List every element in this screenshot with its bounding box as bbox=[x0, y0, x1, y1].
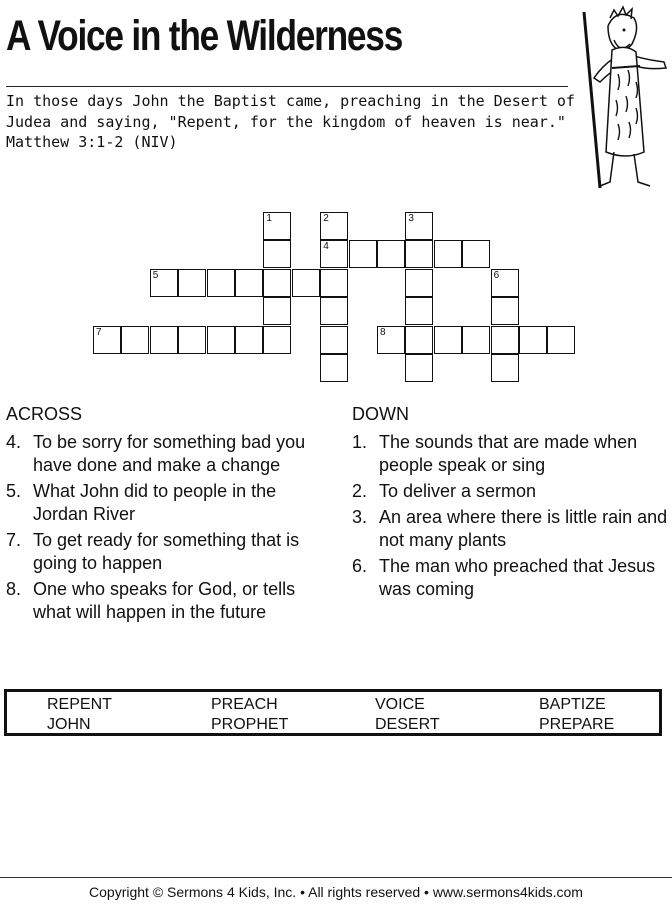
crossword-cell[interactable] bbox=[405, 269, 433, 297]
crossword-cell[interactable] bbox=[235, 326, 263, 354]
clue-number: 1 bbox=[266, 213, 272, 224]
clue-text: An area where there is little rain and not many plants bbox=[379, 507, 668, 550]
word-bank bbox=[4, 689, 662, 736]
clue-number: 6. bbox=[352, 556, 368, 576]
crossword-cell[interactable] bbox=[405, 240, 433, 268]
clue-number: 8 bbox=[380, 326, 386, 338]
clue-text: One who speaks for God, or tells what will happen in the future bbox=[33, 579, 296, 622]
crossword-cell[interactable] bbox=[405, 212, 433, 240]
crossword-cell[interactable] bbox=[263, 212, 291, 240]
crossword-cell[interactable] bbox=[547, 326, 575, 354]
crossword-cell[interactable] bbox=[462, 240, 490, 268]
crossword-cell[interactable] bbox=[377, 240, 405, 268]
crossword-cell[interactable] bbox=[491, 269, 519, 297]
clue-number: 4. bbox=[6, 432, 22, 452]
word-bank-item: PROPHET bbox=[211, 716, 289, 733]
across-clue bbox=[6, 431, 326, 477]
page-title: A Voice in the Wilderness bbox=[6, 12, 403, 60]
clue-number: 3 bbox=[408, 213, 414, 224]
clue-number: 7. bbox=[6, 530, 22, 550]
crossword-cell[interactable] bbox=[178, 269, 206, 297]
crossword-cell[interactable] bbox=[320, 297, 348, 325]
clue-number: 2 bbox=[323, 213, 329, 224]
crossword-cell[interactable] bbox=[263, 269, 291, 297]
copyright-footer: Copyright © Sermons 4 Kids, Inc. • All rights reserved • www.sermons4kids.com bbox=[89, 884, 583, 900]
word-bank-item: BAPTIZE bbox=[539, 696, 606, 713]
verse-line: In those days John the Baptist came, preaching in the Desert of bbox=[6, 92, 575, 110]
across-clue bbox=[6, 578, 326, 624]
crossword-cell[interactable] bbox=[405, 297, 433, 325]
clue-text: To be sorry for something bad you have done and make a change bbox=[33, 432, 306, 475]
clue-number: 1. bbox=[352, 432, 368, 452]
word-bank-item: JOHN bbox=[47, 716, 91, 733]
crossword-cell[interactable] bbox=[263, 240, 291, 268]
down-clue bbox=[352, 555, 672, 601]
down-clue bbox=[352, 506, 672, 552]
crossword-cell[interactable] bbox=[320, 240, 348, 268]
clue-text: The sounds that are made when people speak or sing bbox=[379, 432, 638, 475]
crossword-cell[interactable] bbox=[320, 269, 348, 297]
across-clues bbox=[6, 404, 326, 627]
word-bank-item: PREPARE bbox=[539, 716, 615, 733]
crossword-cell[interactable] bbox=[491, 354, 519, 382]
crossword-cell[interactable] bbox=[235, 269, 263, 297]
clue-number: 6 bbox=[493, 269, 500, 281]
clue-number: 7 bbox=[96, 326, 102, 338]
across-heading: ACROSS bbox=[6, 404, 83, 424]
crossword-cell[interactable] bbox=[405, 326, 433, 354]
across-clue bbox=[6, 480, 326, 526]
down-clue bbox=[352, 431, 672, 477]
down-clues bbox=[352, 404, 672, 604]
crossword-cell[interactable] bbox=[292, 269, 320, 297]
crossword-cell[interactable] bbox=[178, 326, 206, 354]
crossword-cell[interactable] bbox=[320, 326, 348, 354]
crossword-cell[interactable] bbox=[263, 297, 291, 325]
crossword-cell[interactable] bbox=[93, 326, 121, 354]
down-heading: DOWN bbox=[352, 404, 409, 424]
word-bank-item: PREACH bbox=[211, 696, 278, 713]
crossword-cell[interactable] bbox=[519, 326, 547, 354]
crossword-cell[interactable] bbox=[349, 240, 377, 268]
clue-number: 4 bbox=[323, 241, 329, 253]
crossword-cell[interactable] bbox=[150, 269, 178, 297]
across-clue bbox=[6, 529, 326, 575]
verse-reference: Matthew 3:1-2 (NIV) bbox=[6, 133, 178, 151]
crossword-cell[interactable] bbox=[207, 269, 235, 297]
crossword-cell[interactable] bbox=[434, 326, 462, 354]
crossword-cell[interactable] bbox=[377, 326, 405, 354]
down-clue bbox=[352, 480, 672, 503]
crossword-cell[interactable] bbox=[462, 326, 490, 354]
clue-number: 5. bbox=[6, 481, 22, 501]
crossword-cell[interactable] bbox=[121, 326, 149, 354]
crossword-cell[interactable] bbox=[434, 240, 462, 268]
word-bank-item: DESERT bbox=[375, 716, 440, 733]
crossword-cell[interactable] bbox=[263, 326, 291, 354]
clue-text: To deliver a sermon bbox=[379, 481, 537, 501]
crossword-cell[interactable] bbox=[491, 297, 519, 325]
clue-text: To get ready for something that is going to happen bbox=[33, 530, 300, 573]
crossword-grid bbox=[0, 0, 672, 400]
footer-divider bbox=[0, 877, 672, 878]
crossword-cell[interactable] bbox=[207, 326, 235, 354]
clue-number: 5 bbox=[152, 269, 159, 281]
crossword-cell[interactable] bbox=[320, 354, 348, 382]
clue-number: 3. bbox=[352, 507, 368, 527]
word-bank-item: REPENT bbox=[47, 696, 112, 713]
clue-number: 2. bbox=[352, 481, 368, 501]
crossword-cell[interactable] bbox=[150, 326, 178, 354]
clue-number: 8. bbox=[6, 579, 22, 599]
crossword-cell[interactable] bbox=[320, 212, 348, 240]
clue-text: What John did to people in the Jordan River bbox=[33, 481, 277, 524]
crossword-cell[interactable] bbox=[405, 354, 433, 382]
verse-line: Judea and saying, "Repent, for the kingdom of heaven is near." bbox=[6, 112, 566, 131]
word-bank-item: VOICE bbox=[375, 696, 425, 713]
clue-text: The man who preached that Jesus was coming bbox=[379, 556, 656, 599]
crossword-cell[interactable] bbox=[491, 326, 519, 354]
